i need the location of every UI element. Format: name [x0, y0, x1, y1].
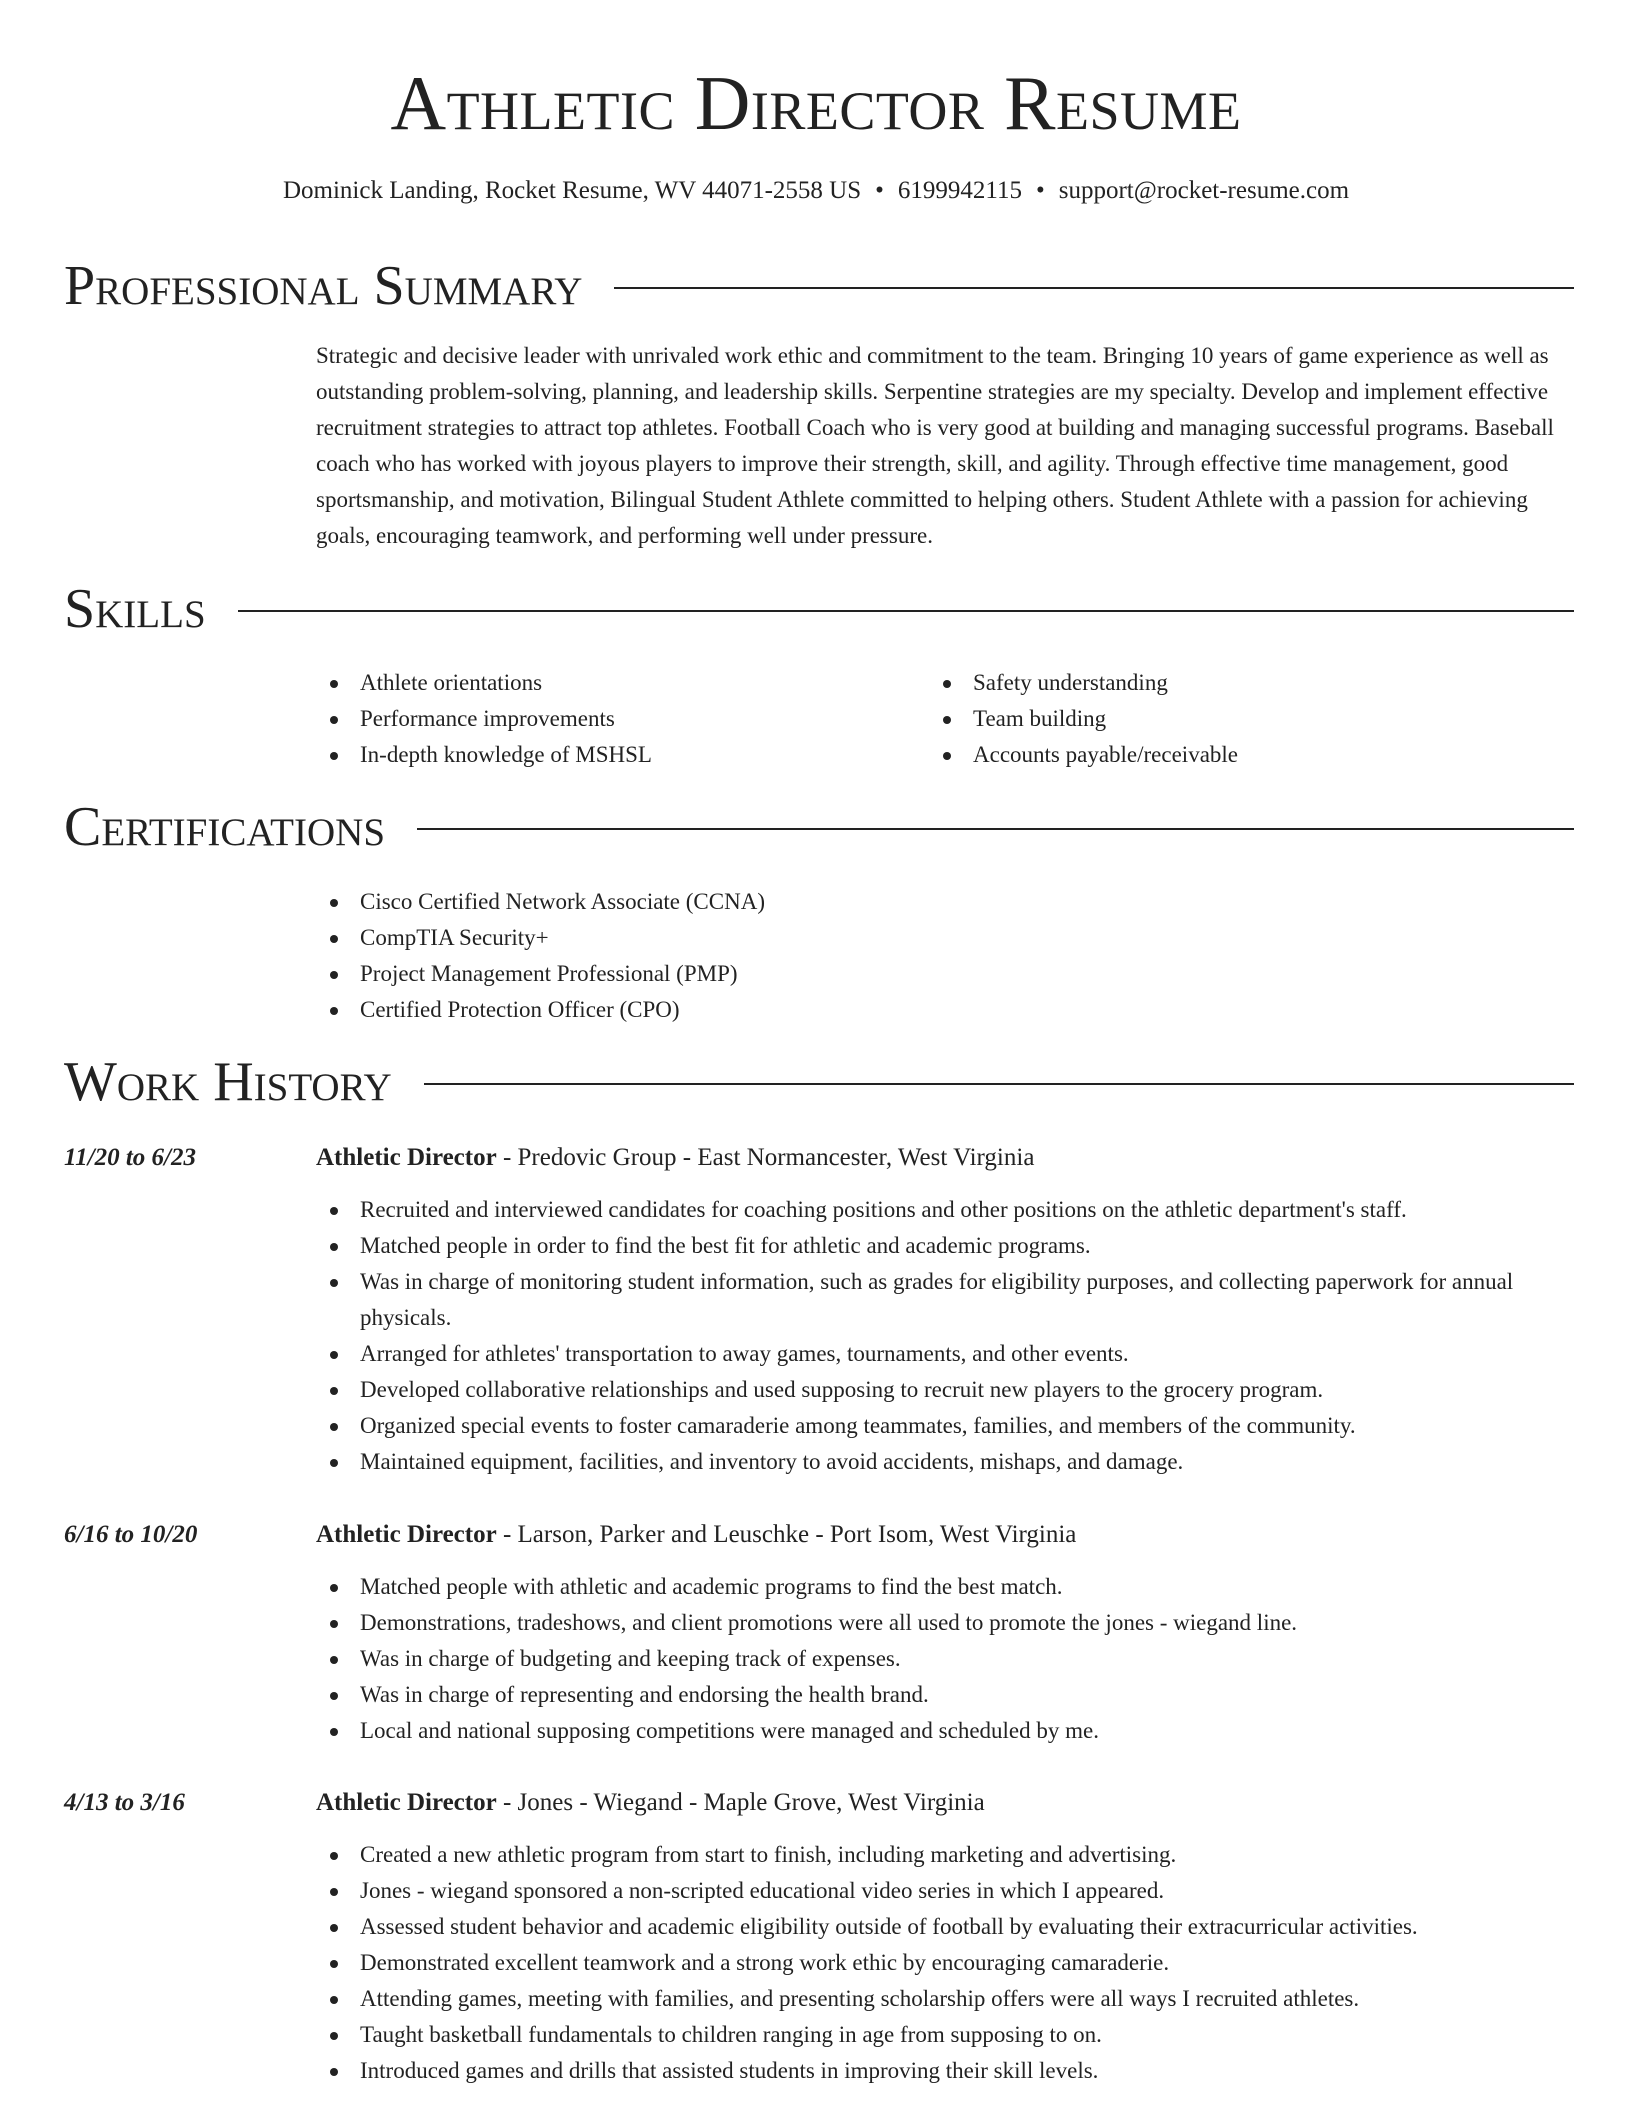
job-dates: 11/20 to 6/23 [64, 1144, 196, 1171]
job-duty-item: Attending games, meeting with families, and presenting scholarship offers were all ways I recruited athletes. [316, 1981, 1578, 2017]
job-title: Athletic Director [316, 1789, 497, 1816]
skills-list-left [316, 665, 652, 773]
job-duty-item: Assessed student behavior and academic eligibility outside of football by evaluating their extracurricular activities. [316, 1909, 1578, 1945]
job-duties-list [316, 1837, 1578, 2089]
skill-item: Team building [929, 701, 1238, 737]
skill-item: In-depth knowledge of MSHSL [316, 737, 652, 773]
contact-separator: • [875, 177, 884, 204]
certification-item: Project Management Professional (PMP) [316, 956, 765, 992]
summary-section-header [64, 251, 1574, 321]
certifications-section-header [64, 792, 1574, 862]
job-heading [316, 1517, 1076, 1553]
job-duty-item: Organized special events to foster camaraderie among teammates, families, and members of the community. [316, 1408, 1578, 1444]
job-company-location: - Predovic Group - East Normancester, West Virginia [496, 1144, 1035, 1171]
contact-phone: 6199942115 [897, 177, 1022, 204]
job-duty-item: Jones - wiegand sponsored a non-scripted educational video series in which I appeared. [316, 1873, 1578, 1909]
job-duty-item: Demonstrations, tradeshows, and client promotions were all used to promote the jones - wiegand line. [316, 1605, 1578, 1641]
section-divider [417, 828, 1574, 830]
job-heading [316, 1785, 985, 1821]
skill-item: Safety understanding [929, 665, 1238, 701]
job-duty-item: Was in charge of monitoring student information, such as grades for eligibility purposes, and collecting paperwork for annual physicals. [316, 1264, 1578, 1336]
job-duty-item: Developed collaborative relationships and used supposing to recruit new players to the grocery program. [316, 1372, 1578, 1408]
job-company-location: - Larson, Parker and Leuschke - Port Isom, West Virginia [496, 1521, 1077, 1548]
skills-list-right [929, 665, 1238, 773]
job-duty-item: Maintained equipment, facilities, and inventory to avoid accidents, mishaps, and damage. [316, 1444, 1578, 1480]
summary-text: Strategic and decisive leader with unrivaled work ethic and commitment to the team. Bringing 10 years of game experience as well as outstanding problem-solving, planning, and leadership skills. Serpentine strategies are my specialty. Develop and implement effective recruitment strategies to attract top athletes. Football Coach who is very good at building and managing successful programs. Baseball coach who has worked with joyous players to improve their strength, skill, and agility. Through effective time management, good sportsmanship, and motivation, Bilingual Student Athlete committed to helping others. Student Athlete with a passion for achieving goals, encouraging teamwork, and performing well under pressure. [316, 343, 1554, 548]
job-duty-item: Local and national supposing competitions were managed and scheduled by me. [316, 1713, 1578, 1749]
job-duty-item: Created a new athletic program from start to finish, including marketing and advertising. [316, 1837, 1578, 1873]
job-duty-item: Demonstrated excellent teamwork and a strong work ethic by encouraging camaraderie. [316, 1945, 1578, 1981]
skill-item: Performance improvements [316, 701, 652, 737]
job-title: Athletic Director [316, 1521, 497, 1548]
contact-line [0, 174, 1632, 208]
job-duties-list [316, 1192, 1578, 1480]
section-divider [238, 610, 1574, 612]
contact-email: support@rocket-resume.com [1058, 177, 1350, 204]
skills-section-header [64, 574, 1574, 644]
job-duty-item: Matched people with athletic and academic programs to find the best match. [316, 1569, 1578, 1605]
job-title: Athletic Director [316, 1144, 497, 1171]
certification-item: CompTIA Security+ [316, 920, 765, 956]
contact-separator: • [1035, 177, 1045, 204]
skills-section-title: Skills [64, 578, 206, 640]
work-history-section-header [64, 1047, 1574, 1117]
section-divider [614, 287, 1574, 289]
resume-title: Athletic Director Resume [390, 60, 1242, 146]
job-duty-item: Arranged for athletes' transportation to away games, tournaments, and other events. [316, 1336, 1578, 1372]
job-duty-item: Was in charge of budgeting and keeping track of expenses. [316, 1641, 1578, 1677]
job-duty-item: Introduced games and drills that assisted students in improving their skill levels. [316, 2053, 1578, 2089]
job-heading [316, 1140, 1034, 1176]
contact-address: Dominick Landing, Rocket Resume, WV 44071-2558 US [282, 177, 862, 204]
certifications-list [316, 884, 765, 1028]
job-duties-list [316, 1569, 1578, 1749]
skill-item: Athlete orientations [316, 665, 652, 701]
skill-item: Accounts payable/receivable [929, 737, 1238, 773]
certifications-section-title: Certifications [64, 796, 386, 858]
job-company-location: - Jones - Wiegand - Maple Grove, West Virginia [496, 1789, 985, 1816]
summary-section-title: Professional Summary [64, 255, 583, 317]
job-duty-item: Recruited and interviewed candidates for coaching positions and other positions on the athletic department's staff. [316, 1192, 1578, 1228]
section-divider [424, 1083, 1574, 1085]
job-duty-item: Taught basketball fundamentals to children ranging in age from supposing to on. [316, 2017, 1578, 2053]
work-history-section-title: Work History [64, 1051, 392, 1113]
job-duty-item: Was in charge of representing and endorsing the health brand. [316, 1677, 1578, 1713]
job-dates: 6/16 to 10/20 [64, 1521, 198, 1548]
certification-item: Cisco Certified Network Associate (CCNA) [316, 884, 765, 920]
job-dates: 4/13 to 3/16 [64, 1789, 185, 1816]
certification-item: Certified Protection Officer (CPO) [316, 992, 765, 1028]
job-duty-item: Matched people in order to find the best fit for athletic and academic programs. [316, 1228, 1578, 1264]
